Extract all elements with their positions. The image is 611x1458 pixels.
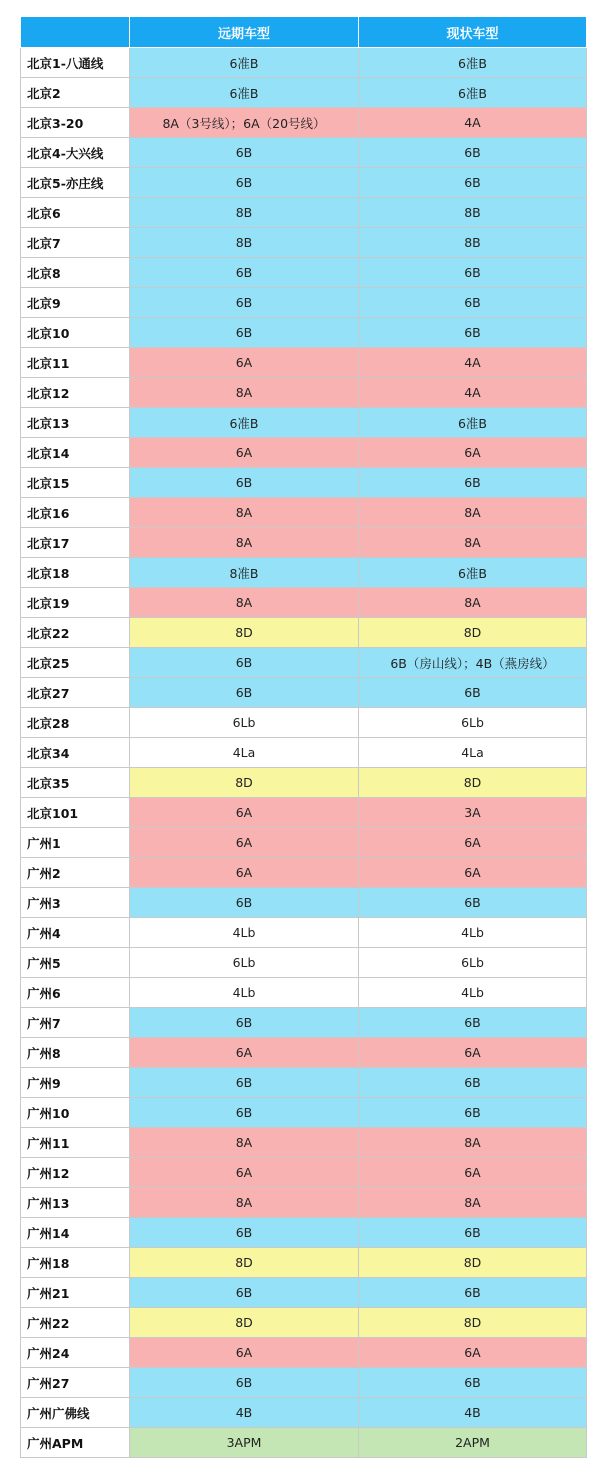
table-row — [21, 138, 587, 168]
current-type-cell: 6准B — [359, 78, 587, 108]
current-type-cell: 6B — [359, 468, 587, 498]
line-name-cell: 北京1-八通线 — [21, 48, 130, 78]
current-type-cell: 6A — [359, 1338, 587, 1368]
future-type-cell: 6B — [130, 1008, 359, 1038]
current-type-cell: 6A — [359, 1038, 587, 1068]
vehicle-type-table-container — [20, 16, 586, 1458]
future-type-cell: 8A — [130, 378, 359, 408]
line-name-cell: 北京5-亦庄线 — [21, 168, 130, 198]
current-type-cell: 8A — [359, 1188, 587, 1218]
future-type-cell: 6A — [130, 1158, 359, 1188]
future-type-cell: 4Lb — [130, 978, 359, 1008]
table-row — [21, 738, 587, 768]
line-name-cell: 北京101 — [21, 798, 130, 828]
line-name-cell: 广州7 — [21, 1008, 130, 1038]
future-type-cell: 6A — [130, 828, 359, 858]
current-type-cell: 6Lb — [359, 948, 587, 978]
line-name-cell: 广州21 — [21, 1278, 130, 1308]
line-name-cell: 北京14 — [21, 438, 130, 468]
line-name-cell: 北京25 — [21, 648, 130, 678]
line-name-cell: 北京17 — [21, 528, 130, 558]
current-type-cell: 6B — [359, 1278, 587, 1308]
current-type-cell: 6B — [359, 1218, 587, 1248]
future-type-cell: 8准B — [130, 558, 359, 588]
line-name-cell: 广州8 — [21, 1038, 130, 1068]
line-name-cell: 广州APM — [21, 1428, 130, 1458]
table-row — [21, 1428, 587, 1458]
line-name-cell: 广州14 — [21, 1218, 130, 1248]
current-type-cell: 8A — [359, 528, 587, 558]
current-type-cell: 6B — [359, 1368, 587, 1398]
line-name-cell: 北京12 — [21, 378, 130, 408]
current-type-cell: 6B — [359, 258, 587, 288]
table-row — [21, 1008, 587, 1038]
current-type-cell: 8D — [359, 768, 587, 798]
line-name-cell: 广州6 — [21, 978, 130, 1008]
table-row — [21, 1308, 587, 1338]
table-row — [21, 558, 587, 588]
table-row — [21, 948, 587, 978]
future-type-cell: 8B — [130, 198, 359, 228]
future-type-cell: 6B — [130, 168, 359, 198]
future-type-cell: 6A — [130, 1038, 359, 1068]
current-type-cell: 3A — [359, 798, 587, 828]
current-type-cell: 6B — [359, 1008, 587, 1038]
table-row — [21, 528, 587, 558]
table-row — [21, 888, 587, 918]
current-type-cell: 8A — [359, 1128, 587, 1158]
current-type-cell: 4Lb — [359, 918, 587, 948]
table-row — [21, 1218, 587, 1248]
table-row — [21, 1248, 587, 1278]
current-type-cell: 8B — [359, 228, 587, 258]
future-type-cell: 8D — [130, 1308, 359, 1338]
line-name-cell: 北京15 — [21, 468, 130, 498]
table-row — [21, 708, 587, 738]
table-row — [21, 828, 587, 858]
current-type-cell: 6B — [359, 888, 587, 918]
future-type-cell: 6A — [130, 1338, 359, 1368]
table-row — [21, 918, 587, 948]
line-name-cell: 广州10 — [21, 1098, 130, 1128]
table-row — [21, 1398, 587, 1428]
vehicle-type-table — [20, 16, 587, 1458]
future-type-cell: 6B — [130, 678, 359, 708]
future-type-cell: 6准B — [130, 78, 359, 108]
line-name-cell: 广州广佛线 — [21, 1398, 130, 1428]
future-type-cell: 8B — [130, 228, 359, 258]
future-type-cell: 8A（3号线）；6A（20号线） — [130, 108, 359, 138]
current-type-cell: 4A — [359, 348, 587, 378]
current-type-cell: 2APM — [359, 1428, 587, 1458]
current-type-cell: 6A — [359, 858, 587, 888]
line-name-cell: 广州18 — [21, 1248, 130, 1278]
line-name-cell: 北京9 — [21, 288, 130, 318]
current-type-cell: 8A — [359, 498, 587, 528]
future-type-cell: 6Lb — [130, 708, 359, 738]
future-type-cell: 8A — [130, 588, 359, 618]
current-type-cell: 8D — [359, 1248, 587, 1278]
current-type-cell: 6B — [359, 318, 587, 348]
table-row — [21, 438, 587, 468]
header-current-type: 现状车型 — [359, 17, 587, 48]
current-type-cell: 6B — [359, 1098, 587, 1128]
line-name-cell: 广州11 — [21, 1128, 130, 1158]
line-name-cell: 广州27 — [21, 1368, 130, 1398]
line-name-cell: 广州1 — [21, 828, 130, 858]
table-row — [21, 768, 587, 798]
current-type-cell: 6准B — [359, 48, 587, 78]
table-row — [21, 48, 587, 78]
table-row — [21, 228, 587, 258]
future-type-cell: 6准B — [130, 408, 359, 438]
table-row — [21, 1038, 587, 1068]
line-name-cell: 广州4 — [21, 918, 130, 948]
future-type-cell: 6Lb — [130, 948, 359, 978]
table-body — [21, 48, 587, 1458]
line-name-cell: 北京18 — [21, 558, 130, 588]
line-name-cell: 广州13 — [21, 1188, 130, 1218]
table-row — [21, 1188, 587, 1218]
line-name-cell: 广州22 — [21, 1308, 130, 1338]
line-name-cell: 北京16 — [21, 498, 130, 528]
future-type-cell: 8D — [130, 768, 359, 798]
future-type-cell: 6B — [130, 648, 359, 678]
future-type-cell: 4La — [130, 738, 359, 768]
current-type-cell: 4B — [359, 1398, 587, 1428]
future-type-cell: 4B — [130, 1398, 359, 1428]
future-type-cell: 4Lb — [130, 918, 359, 948]
future-type-cell: 8A — [130, 1188, 359, 1218]
future-type-cell: 8D — [130, 618, 359, 648]
table-row — [21, 408, 587, 438]
current-type-cell: 8D — [359, 1308, 587, 1338]
future-type-cell: 6准B — [130, 48, 359, 78]
table-row — [21, 288, 587, 318]
table-row — [21, 348, 587, 378]
table-row — [21, 618, 587, 648]
table-row — [21, 468, 587, 498]
future-type-cell: 6A — [130, 348, 359, 378]
table-row — [21, 1338, 587, 1368]
table-row — [21, 258, 587, 288]
current-type-cell: 4A — [359, 378, 587, 408]
current-type-cell: 8B — [359, 198, 587, 228]
table-row — [21, 678, 587, 708]
current-type-cell: 8A — [359, 588, 587, 618]
table-row — [21, 318, 587, 348]
future-type-cell: 8D — [130, 1248, 359, 1278]
line-name-cell: 广州9 — [21, 1068, 130, 1098]
current-type-cell: 6B — [359, 288, 587, 318]
header-line-column — [21, 17, 130, 48]
future-type-cell: 6B — [130, 1098, 359, 1128]
current-type-cell: 6B（房山线）；4B（燕房线） — [359, 648, 587, 678]
future-type-cell: 6B — [130, 288, 359, 318]
line-name-cell: 广州3 — [21, 888, 130, 918]
line-name-cell: 北京22 — [21, 618, 130, 648]
future-type-cell: 6B — [130, 468, 359, 498]
table-row — [21, 168, 587, 198]
future-type-cell: 6B — [130, 258, 359, 288]
future-type-cell: 6A — [130, 798, 359, 828]
current-type-cell: 6B — [359, 138, 587, 168]
line-name-cell: 北京6 — [21, 198, 130, 228]
table-row — [21, 978, 587, 1008]
table-row — [21, 1128, 587, 1158]
line-name-cell: 广州5 — [21, 948, 130, 978]
future-type-cell: 6B — [130, 318, 359, 348]
line-name-cell: 北京7 — [21, 228, 130, 258]
header-future-type: 远期车型 — [130, 17, 359, 48]
future-type-cell: 6A — [130, 438, 359, 468]
current-type-cell: 6B — [359, 1068, 587, 1098]
line-name-cell: 北京10 — [21, 318, 130, 348]
line-name-cell: 北京13 — [21, 408, 130, 438]
line-name-cell: 北京28 — [21, 708, 130, 738]
table-row — [21, 1278, 587, 1308]
line-name-cell: 北京3-20 — [21, 108, 130, 138]
future-type-cell: 6B — [130, 1278, 359, 1308]
current-type-cell: 8D — [359, 618, 587, 648]
line-name-cell: 北京27 — [21, 678, 130, 708]
current-type-cell: 4La — [359, 738, 587, 768]
table-row — [21, 1098, 587, 1128]
current-type-cell: 6A — [359, 828, 587, 858]
table-row — [21, 858, 587, 888]
line-name-cell: 北京8 — [21, 258, 130, 288]
line-name-cell: 广州2 — [21, 858, 130, 888]
line-name-cell: 北京4-大兴线 — [21, 138, 130, 168]
future-type-cell: 6B — [130, 1068, 359, 1098]
table-row — [21, 198, 587, 228]
future-type-cell: 8A — [130, 1128, 359, 1158]
table-row — [21, 588, 587, 618]
line-name-cell: 北京2 — [21, 78, 130, 108]
future-type-cell: 6A — [130, 858, 359, 888]
current-type-cell: 6Lb — [359, 708, 587, 738]
future-type-cell: 3APM — [130, 1428, 359, 1458]
table-row — [21, 108, 587, 138]
table-row — [21, 78, 587, 108]
future-type-cell: 6B — [130, 888, 359, 918]
current-type-cell: 6A — [359, 1158, 587, 1188]
header-row — [21, 17, 587, 48]
future-type-cell: 6B — [130, 1368, 359, 1398]
table-row — [21, 498, 587, 528]
current-type-cell: 6准B — [359, 408, 587, 438]
table-row — [21, 1368, 587, 1398]
future-type-cell: 6B — [130, 1218, 359, 1248]
current-type-cell: 6B — [359, 678, 587, 708]
current-type-cell: 6B — [359, 168, 587, 198]
table-row — [21, 648, 587, 678]
line-name-cell: 北京35 — [21, 768, 130, 798]
table-row — [21, 798, 587, 828]
current-type-cell: 4A — [359, 108, 587, 138]
current-type-cell: 6A — [359, 438, 587, 468]
current-type-cell: 6准B — [359, 558, 587, 588]
line-name-cell: 北京34 — [21, 738, 130, 768]
table-row — [21, 1158, 587, 1188]
line-name-cell: 北京11 — [21, 348, 130, 378]
future-type-cell: 8A — [130, 528, 359, 558]
future-type-cell: 6B — [130, 138, 359, 168]
table-row — [21, 1068, 587, 1098]
line-name-cell: 广州24 — [21, 1338, 130, 1368]
line-name-cell: 北京19 — [21, 588, 130, 618]
table-header — [21, 17, 587, 48]
current-type-cell: 4Lb — [359, 978, 587, 1008]
line-name-cell: 广州12 — [21, 1158, 130, 1188]
future-type-cell: 8A — [130, 498, 359, 528]
table-row — [21, 378, 587, 408]
